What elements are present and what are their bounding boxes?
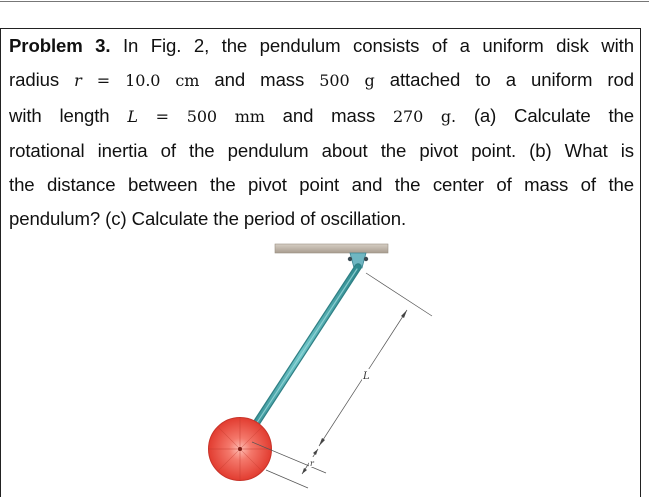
- extension-line-top: [366, 273, 432, 316]
- problem-text-2b: and mass: [214, 69, 305, 91]
- problem-line-6: pendulum? (c) Calculate the period of oscillation.: [9, 208, 407, 230]
- problem-label: Problem 3.: [9, 35, 111, 56]
- pivot-bolt-right: [364, 257, 368, 261]
- top-rule: [0, 1, 649, 2]
- value-rod-length: 500 mm: [186, 106, 265, 126]
- problem-line-3: [9, 99, 634, 134]
- var-r: r: [74, 71, 82, 91]
- disk: [209, 418, 272, 481]
- equals-sign: =: [96, 71, 111, 91]
- label-r: r: [310, 459, 314, 468]
- problem-text-3a: with length: [9, 104, 110, 126]
- problem-text-2a: radius: [9, 69, 60, 91]
- pivot-bolt-left: [348, 257, 352, 261]
- equals-sign: =: [155, 106, 169, 126]
- dimension-arrow-L-bottom: [319, 438, 325, 446]
- dimension-arrow-L-top: [401, 310, 407, 318]
- problem-text-3c: (a) Calculate the: [473, 104, 634, 126]
- problem-text-3b: and mass: [282, 104, 376, 126]
- pendulum-diagram: [200, 238, 440, 497]
- pendulum-figure: [200, 238, 440, 497]
- var-L: L: [127, 106, 138, 126]
- value-radius: 10.0 cm: [125, 71, 200, 91]
- problem-text-1: In Fig. 2, the pendulum consists of a uniform disk with: [122, 35, 634, 56]
- value-rod-mass: 270 g.: [392, 106, 457, 126]
- rod: [244, 267, 358, 442]
- problem-text-2c: attached to a uniform rod: [389, 69, 634, 91]
- dimension-arrow-r-bottom: [302, 468, 307, 474]
- dimension-arrow-r-top: [313, 449, 318, 455]
- label-L: L: [363, 371, 370, 382]
- problem-line-5: the distance between the pivot point and the center of mass of the: [9, 174, 634, 196]
- problem-line-4: rotational inertia of the pendulum about the pivot point. (b) What is: [9, 139, 634, 161]
- value-disk-mass: 500 g: [319, 71, 375, 91]
- problem-statement: [9, 29, 634, 237]
- problem-line-2: [9, 63, 634, 98]
- extension-line-bottom: [266, 470, 308, 488]
- problem-line-1: [9, 29, 634, 63]
- ceiling-support: [275, 244, 388, 253]
